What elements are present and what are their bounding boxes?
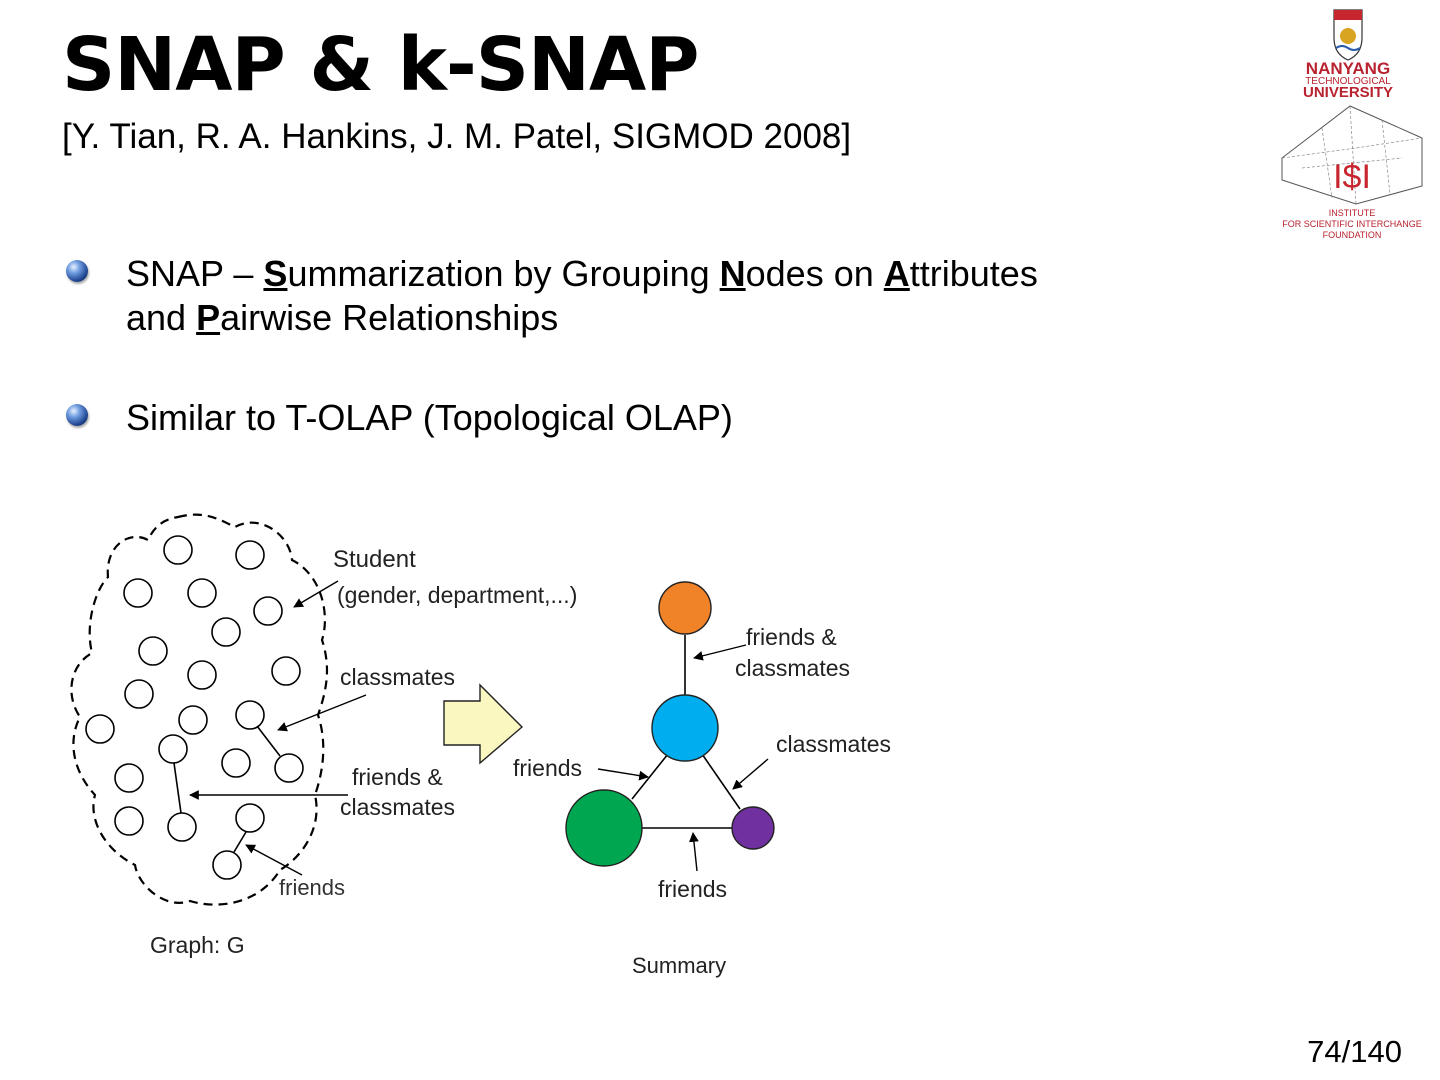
summary-classmates-arrow	[733, 759, 768, 789]
graph-node	[168, 813, 196, 841]
ntu-crest-lion-icon	[1340, 28, 1356, 44]
graph-edge	[174, 763, 181, 813]
isi-line-1: INSTITUTE	[1328, 208, 1376, 218]
bullet-segment: odes on	[745, 253, 884, 294]
graph-caption: Graph: G	[150, 932, 245, 958]
bullet-initial: P	[196, 297, 221, 338]
graph-node	[86, 715, 114, 743]
bullet-text	[126, 397, 733, 438]
graph-node	[115, 807, 143, 835]
bullet-segment: SNAP –	[126, 253, 264, 294]
summary-friends-left-arrow	[598, 769, 648, 777]
graph-node	[236, 541, 264, 569]
summary-friends-left-label: friends	[513, 755, 583, 781]
summary-friends-classmates-line-1: friends &	[746, 624, 837, 650]
transform-arrow-icon	[444, 685, 522, 763]
graph-node	[159, 735, 187, 763]
isi-line-3: FOUNDATION	[1322, 230, 1382, 240]
graph-edge	[257, 726, 280, 756]
bullet-segment: ummarization by Grouping	[287, 253, 720, 294]
ntu-line-1: NANYANG	[1305, 59, 1391, 78]
summary-node-right	[732, 807, 774, 849]
bullet-sphere-icon	[66, 404, 88, 426]
graph-classmates-label: classmates	[340, 664, 456, 690]
graph-friends-label: friends	[279, 875, 346, 900]
slide-title: SNAP & k-SNAP	[62, 22, 699, 108]
summary-classmates-label: classmates	[776, 731, 892, 757]
bullet-item	[66, 396, 1216, 440]
isi-symbol-icon: I$I	[1333, 158, 1371, 196]
summary-edge-middle-right	[702, 754, 740, 809]
ntu-line-2: TECHNOLOGICAL	[1305, 76, 1391, 87]
graph-friends-classmates-line-2: classmates	[340, 794, 456, 820]
graph-node	[139, 637, 167, 665]
bullet-segment: Similar to T-OLAP (Topological OLAP)	[126, 397, 733, 438]
graph-student-label: Student	[333, 546, 416, 573]
bullet-initial: S	[263, 253, 288, 294]
bullet-text	[126, 253, 1038, 338]
graph-node	[222, 749, 250, 777]
summary-edge-middle-left	[632, 754, 668, 799]
ntu-crest-top-icon	[1334, 10, 1362, 20]
graph-node	[236, 701, 264, 729]
summary-friends-bottom-label: friends	[658, 876, 728, 902]
isi-logo	[1282, 106, 1422, 240]
snap-diagram	[60, 505, 920, 995]
summary-node-top	[659, 582, 711, 634]
graph-node	[275, 754, 303, 782]
bullet-segment: ttributes	[909, 253, 1038, 294]
graph-edge	[234, 832, 246, 852]
bullet-segment: and	[126, 297, 197, 338]
summary-node-middle	[652, 695, 718, 761]
slide-subtitle: [Y. Tian, R. A. Hankins, J. M. Patel, SIGMOD 2008]	[62, 117, 852, 156]
graph-node	[188, 661, 216, 689]
graph-node	[115, 764, 143, 792]
bullet-initial: N	[719, 253, 746, 294]
bullet-list	[66, 252, 1216, 440]
graph-node	[236, 804, 264, 832]
summary-friends-classmates-line-2: classmates	[735, 655, 851, 681]
graph-node	[213, 851, 241, 879]
page-number: 74/140	[1307, 1034, 1402, 1069]
graph-node	[272, 657, 300, 685]
bullet-sphere-icon	[66, 260, 88, 282]
bullet-segment: airwise Relationships	[220, 297, 559, 338]
ntu-logo	[1303, 10, 1393, 101]
ntu-line-3: UNIVERSITY	[1302, 84, 1394, 101]
summary-friends-bottom-arrow	[693, 833, 697, 871]
summary-node-left	[566, 790, 642, 866]
graph-node	[125, 680, 153, 708]
graph-node	[124, 579, 152, 607]
graph-node	[164, 536, 192, 564]
graph-node	[254, 597, 282, 625]
bullet-initial: A	[883, 253, 910, 294]
logos	[1262, 8, 1434, 244]
graph-attributes-label: (gender, department,...)	[337, 582, 578, 608]
graph-node	[179, 706, 207, 734]
graph-friends-classmates-line-1: friends &	[352, 764, 443, 790]
graph-node	[212, 618, 240, 646]
bullet-item	[66, 252, 1216, 340]
graph-node	[188, 579, 216, 607]
summary-caption: Summary	[632, 953, 727, 978]
isi-line-2: FOR SCIENTIFIC INTERCHANGE	[1282, 219, 1422, 229]
